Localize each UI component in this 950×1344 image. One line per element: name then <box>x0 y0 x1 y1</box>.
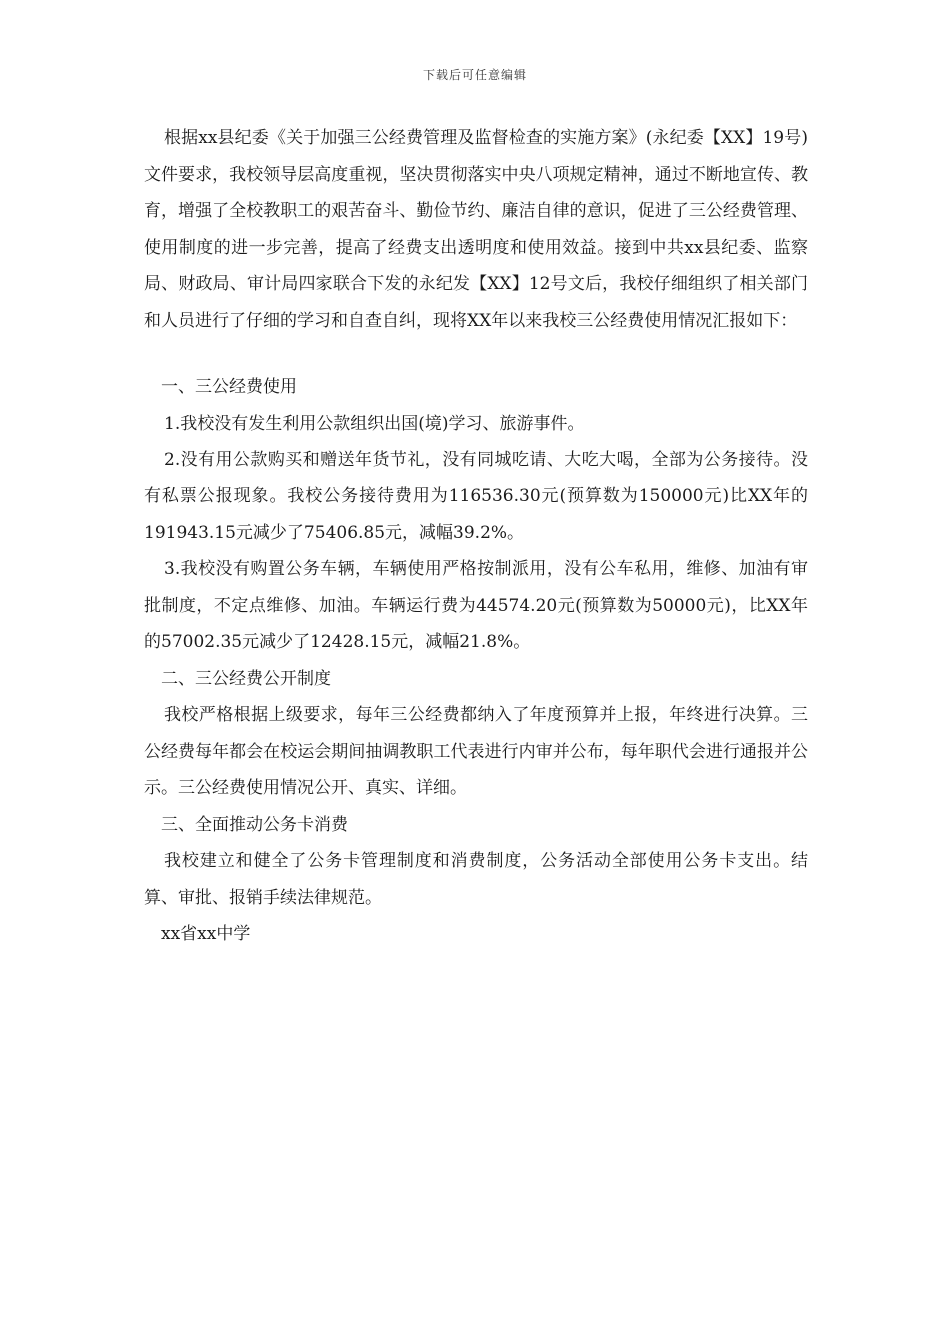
section-1-item-2: 2.没有用公款购买和赠送年货节礼，没有同城吃请、大吃大喝，全部为公务接待。没有私票公报现象。我校公务接待费用为116536.30元(预算数为150000元)比XX年的191943.15元减少了75406.85元，减幅39.2%。 <box>144 449 808 543</box>
intro-paragraph: 根据xx县纪委《关于加强三公经费管理及监督检查的实施方案》(永纪委【XX】19号)文件要求，我校领导层高度重视，坚决贯彻落实中央八项规定精神，通过不断地宣传、教育，增强了全校教职工的艰苦奋斗、勤俭节约、廉洁自律的意识，促进了三公经费管理、使用制度的进一步完善，提高了经费支出透明度和使用效益。接到中共xx县纪委、监察局、财政局、审计局四家联合下发的永纪发【XX】12号文后，我校仔细组织了相关部门和人员进行了仔细的学习和自查自纠，现将XX年以来我校三公经费使用情况汇报如下： <box>144 128 808 331</box>
section-3-heading: 三、全面推动公务卡消费 <box>161 814 348 835</box>
page-header-note: 下载后可任意编辑 <box>422 68 527 82</box>
section-2-body: 我校严格根据上级要求，每年三公经费都纳入了年度预算并上报，年终进行决算。三公经费每年都会在校运会期间抽调教职工代表进行内审并公布，每年职代会进行通报并公示。三公经费使用情况公开、真实、详细。 <box>144 705 808 798</box>
document-body <box>144 120 808 953</box>
signature: xx省xx中学 <box>161 924 251 944</box>
section-3-body: 我校建立和健全了公务卡管理制度和消费制度，公务活动全部使用公务卡支出。结算、审批、报销手续法律规范。 <box>144 851 808 908</box>
section-1-item-3: 3.我校没有购置公务车辆，车辆使用严格按制派用，没有公车私用，维修、加油有审批制度，不定点维修、加油。车辆运行费为44574.20元(预算数为50000元)，比XX年的57002.35元减少了12428.15元，减幅21.8%。 <box>144 559 808 652</box>
section-1-item-1: 1.我校没有发生利用公款组织出国(境)学习、旅游事件。 <box>164 413 585 434</box>
section-1-heading: 一、三公经费使用 <box>161 377 297 397</box>
section-2-heading: 二、三公经费公开制度 <box>161 668 331 689</box>
